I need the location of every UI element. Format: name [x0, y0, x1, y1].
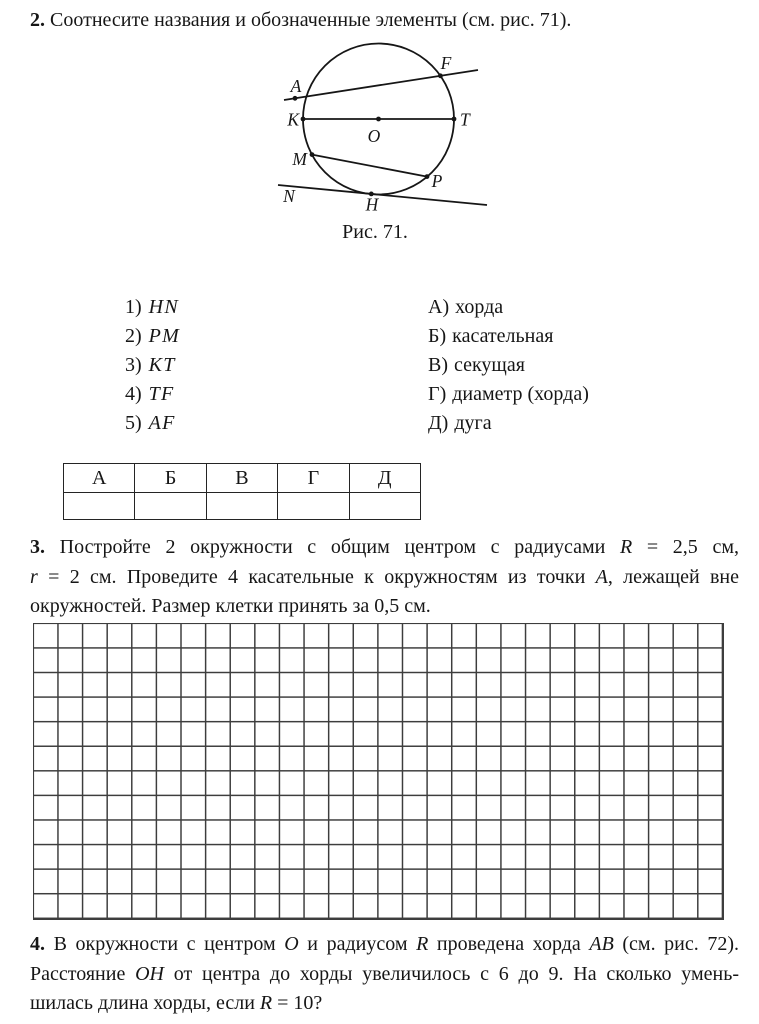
- math-var: R: [416, 933, 429, 955]
- match-option-g: [428, 380, 589, 409]
- point-t-dot: [452, 117, 457, 122]
- point-k-dot: [301, 117, 306, 122]
- match-item-1: [125, 296, 179, 318]
- math-var: O: [284, 933, 299, 955]
- match-row: [125, 409, 685, 438]
- match-item-3: [125, 354, 176, 376]
- answer-cell-g: [278, 493, 349, 520]
- option-letter: Г): [428, 383, 447, 405]
- option-text: дуга: [454, 412, 492, 434]
- matching-list: [125, 293, 685, 438]
- math-var: A: [595, 565, 608, 588]
- tangent-nh-line: [278, 185, 487, 205]
- math-var: OH: [135, 962, 164, 985]
- task4-line2: [30, 960, 739, 990]
- task4-paragraph: [30, 930, 739, 1019]
- text-run: Расстояние: [30, 962, 136, 985]
- figure-71: [250, 32, 500, 220]
- circle-diagram: [250, 32, 500, 220]
- math-var: AB: [589, 933, 614, 955]
- option-text: диаметр (хорда): [452, 383, 589, 405]
- math-var: R: [259, 992, 273, 1014]
- point-label-m: M: [292, 149, 307, 169]
- task3-line1: [30, 533, 739, 563]
- task4-line1: [30, 930, 739, 960]
- point-m-dot: [310, 152, 315, 157]
- task3-paragraph: [30, 533, 739, 622]
- segment-label: KT: [148, 354, 176, 376]
- chord-mp-line: [312, 155, 427, 177]
- text-run: = 10?: [272, 992, 323, 1014]
- point-label-a: A: [290, 76, 302, 96]
- point-label-o: O: [367, 126, 381, 146]
- match-option-v: [428, 351, 525, 380]
- text-run: шилась длина хорды, если: [30, 992, 260, 1014]
- point-label-k: K: [287, 109, 299, 130]
- match-item-number: 2): [125, 325, 142, 347]
- point-a-dot: [293, 96, 298, 101]
- task3-line2: [30, 563, 739, 593]
- match-row: [125, 293, 685, 322]
- task4-line3: [30, 989, 739, 1019]
- text-run: проведена хорда: [428, 933, 590, 955]
- point-label-f: F: [440, 53, 452, 73]
- answer-table-blank-row: [64, 493, 421, 520]
- match-item-2: [125, 325, 180, 347]
- match-row: [125, 351, 685, 380]
- task3-number: 3.: [30, 536, 45, 558]
- match-item-number: 1): [125, 296, 142, 318]
- segment-label: AF: [148, 412, 176, 434]
- match-row: [125, 322, 685, 351]
- text-run: (см. рис. 72).: [613, 933, 739, 955]
- match-item-4: [125, 383, 174, 405]
- segment-label: PM: [148, 325, 180, 347]
- header-cell-v: В: [206, 464, 277, 493]
- text-run: от центра до хорды увеличилось с 6 до 9. На сколько умень-: [164, 962, 739, 985]
- option-letter: В): [428, 354, 448, 376]
- header-cell-b: Б: [135, 464, 206, 493]
- header-cell-g: Г: [278, 464, 349, 493]
- match-option-a: [428, 293, 503, 322]
- option-text: хорда: [455, 296, 504, 318]
- task2-title-text: Соотнесите названия и обозначенные элементы (см. рис. 71).: [45, 9, 572, 31]
- drawing-grid: [33, 623, 724, 920]
- header-cell-a: А: [64, 464, 135, 493]
- task3-line3: окружностей. Размер клетки принять за 0,5 см.: [30, 595, 431, 617]
- segment-label: TF: [148, 383, 175, 405]
- answer-cell-d: [349, 493, 420, 520]
- answer-cell-v: [206, 493, 277, 520]
- answer-table: [63, 463, 421, 520]
- point-f-dot: [438, 73, 443, 78]
- task4-number: 4.: [30, 933, 45, 955]
- text-run: Постройте 2 окружности с общим центром с радиусами: [45, 536, 620, 558]
- header-cell-d: Д: [349, 464, 420, 493]
- text-run: = 2,5 см,: [632, 536, 739, 558]
- match-row: [125, 380, 685, 409]
- match-item-number: 5): [125, 412, 142, 434]
- point-o-dot: [376, 117, 381, 122]
- task2-title: [30, 7, 745, 34]
- match-option-d: [428, 409, 492, 438]
- secant-af-line: [284, 70, 478, 100]
- task2-number: 2.: [30, 9, 45, 31]
- text-run: В окружности с центром: [45, 933, 285, 955]
- text-run: = 2 см. Проведите 4 касательные к окружностям из точки: [37, 565, 596, 588]
- text-run: и радиусом: [298, 933, 417, 955]
- option-letter: А): [428, 296, 450, 318]
- answer-table-header-row: [64, 464, 421, 493]
- answer-cell-a: [64, 493, 135, 520]
- math-var: r: [30, 565, 38, 588]
- match-item-5: [125, 412, 176, 434]
- point-label-t: T: [460, 109, 470, 130]
- match-item-number: 3): [125, 354, 142, 376]
- point-label-n: N: [283, 186, 295, 206]
- math-var: R: [619, 536, 633, 558]
- segment-label: HN: [148, 296, 179, 318]
- match-option-b: [428, 322, 553, 351]
- text-run: , лежащей вне: [607, 565, 739, 588]
- option-text: секущая: [454, 354, 525, 376]
- figure-71-caption: Рис. 71.: [342, 221, 408, 243]
- option-letter: Д): [428, 412, 449, 434]
- option-text: касательная: [452, 325, 554, 347]
- point-p-dot: [425, 174, 430, 179]
- point-label-h: H: [365, 194, 379, 215]
- answer-cell-b: [135, 493, 206, 520]
- point-label-p: P: [431, 171, 443, 191]
- match-item-number: 4): [125, 383, 142, 405]
- option-letter: Б): [428, 325, 447, 347]
